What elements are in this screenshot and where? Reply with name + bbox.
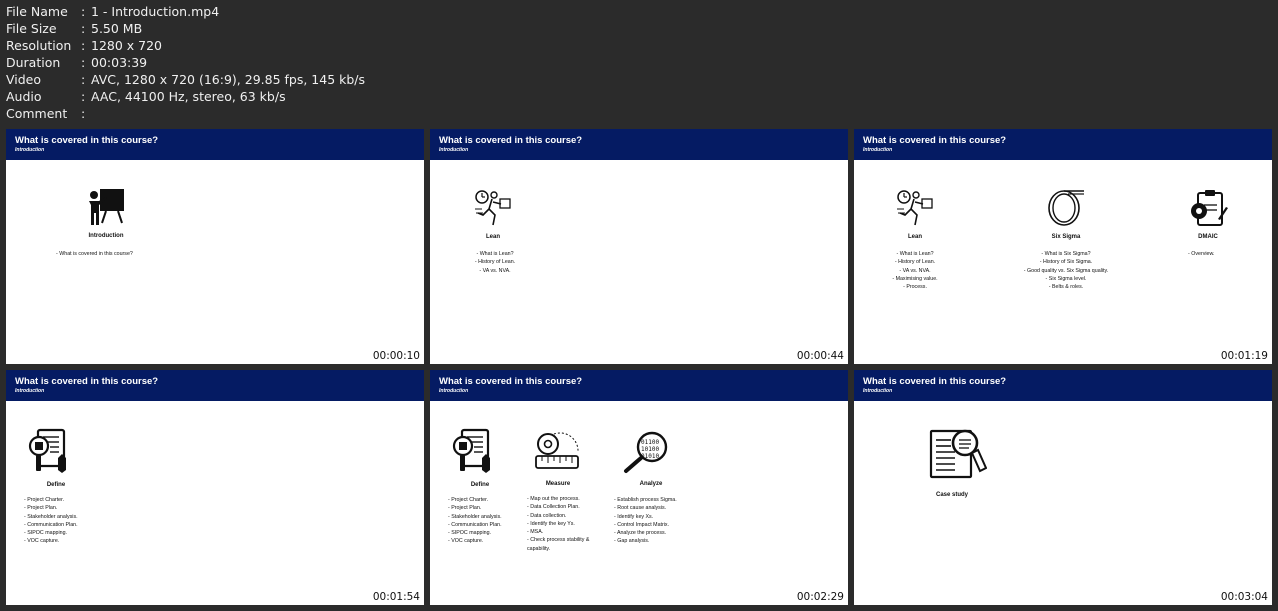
bullet-item: - Map out the process. [527, 495, 603, 503]
slide-subtitle: Introduction [863, 388, 893, 394]
section-label: Introduction [88, 233, 124, 239]
file-info-key: Comment [6, 106, 68, 121]
document-magnifier-icon [26, 428, 68, 474]
running-man-clock-icon [896, 189, 934, 229]
gear-clipboard-icon [1188, 189, 1228, 229]
bullet-item: - Root cause analysis. [614, 504, 690, 512]
slide-subtitle: Introduction [15, 147, 45, 153]
bullet-item: - Communication Plan. [24, 521, 84, 529]
file-info-separator: : [81, 38, 86, 53]
file-info-key: Video [6, 72, 42, 87]
file-info-value: AVC, 1280 x 720 (16:9), 29.85 fps, 145 kb/s [91, 72, 366, 87]
report-magnifier-icon [929, 427, 987, 481]
file-info-row [6, 37, 365, 54]
timestamp: 00:03:04 [1220, 591, 1268, 603]
bullet-item: - Project Charter. [448, 496, 508, 504]
section-bullet-list [1006, 250, 1126, 291]
bullet-item: - Data Collection Plan. [527, 503, 603, 511]
bullet-item: - History of Lean. [875, 258, 955, 266]
bullet-item: - VOC capture. [448, 537, 508, 545]
bullet-item: - VA vs. NVA. [455, 267, 535, 275]
section-bullet-list [448, 496, 508, 546]
file-info-row [6, 54, 365, 71]
file-info-row [6, 88, 365, 105]
tape-measure-icon [534, 430, 582, 472]
bullet-item: - Process. [875, 283, 955, 291]
section-label: DMAIC [1198, 234, 1218, 240]
sigma-icon [1045, 189, 1087, 227]
bullet-item: - Data collection. [527, 512, 603, 520]
bullet-item: - SIPOC mapping. [24, 529, 84, 537]
presenter-icon [86, 187, 126, 227]
section-label: Analyze [639, 481, 663, 487]
file-info-separator: : [81, 4, 86, 19]
timestamp: 00:02:29 [796, 591, 844, 603]
file-info-value: 00:03:39 [91, 55, 148, 70]
slide-title: What is covered in this course? [15, 135, 159, 146]
file-info-separator: : [81, 89, 86, 104]
video-thumbnail[interactable] [854, 129, 1272, 364]
slide-title: What is covered in this course? [15, 376, 159, 387]
video-thumbnail[interactable] [430, 370, 848, 605]
section-label: Define [470, 482, 490, 488]
section-bullet-list [527, 495, 603, 553]
bullet-item: - What is Lean? [455, 250, 535, 258]
video-thumbnail[interactable] [6, 370, 424, 605]
file-info-value: 1280 x 720 [91, 38, 163, 53]
file-info-key: File Size [6, 21, 57, 36]
slide-header [854, 370, 1272, 401]
video-thumbnail[interactable] [6, 129, 424, 364]
section-label: Define [46, 482, 66, 488]
bullet-item: - Project Charter. [24, 496, 84, 504]
bullet-item: - Control Impact Matrix. [614, 521, 690, 529]
slide-header [854, 129, 1272, 160]
bullet-item: - Project Plan. [24, 504, 84, 512]
bullet-item: - Stakeholder analysis. [24, 513, 84, 521]
section-bullet-list [614, 496, 690, 546]
file-info-row [6, 20, 365, 37]
file-info-panel [6, 3, 365, 122]
slide-header [6, 370, 424, 401]
bullet-item: - Belts & roles. [1006, 283, 1126, 291]
bullet-item: - What is covered in this course? [56, 250, 133, 258]
bullet-item: - VOC capture. [24, 537, 84, 545]
file-info-key: File Name [6, 4, 68, 19]
timestamp: 00:00:44 [796, 350, 844, 362]
slide-subtitle: Introduction [439, 388, 469, 394]
section-bullet-list [56, 250, 133, 258]
section-bullet-list [1188, 250, 1215, 258]
section-bullet-list [875, 250, 955, 291]
slide-subtitle: Introduction [439, 147, 469, 153]
file-info-separator: : [81, 21, 86, 36]
slide-subtitle: Introduction [863, 147, 893, 153]
section-bullet-list [24, 496, 84, 546]
file-info-value: 1 - Introduction.mp4 [91, 4, 220, 19]
bullet-item: - Gap analysis. [614, 537, 690, 545]
bullet-item: - Stakeholder analysis. [448, 513, 508, 521]
timestamp: 00:01:54 [372, 591, 420, 603]
bullet-item: - Identify the key Ys. [527, 520, 603, 528]
bullet-item: - History of Six Sigma. [1006, 258, 1126, 266]
slide-title: What is covered in this course? [439, 135, 583, 146]
section-label: Six Sigma [1051, 234, 1081, 240]
document-magnifier-icon [450, 428, 492, 474]
video-thumbnail[interactable] [430, 129, 848, 364]
slide-header [6, 129, 424, 160]
file-info-row [6, 105, 365, 122]
file-info-value: 5.50 MB [91, 21, 143, 36]
file-info-separator: : [81, 55, 86, 70]
section-label: Measure [545, 481, 571, 487]
svg-text:01010: 01010 [641, 453, 660, 460]
binary-magnifier-icon [622, 430, 670, 474]
svg-text:01100: 01100 [641, 439, 660, 446]
video-thumbnail[interactable] [854, 370, 1272, 605]
timestamp: 00:01:19 [1220, 350, 1268, 362]
bullet-item: - Overview. [1188, 250, 1215, 258]
file-info-key: Audio [6, 89, 42, 104]
bullet-item: - Project Plan. [448, 504, 508, 512]
bullet-item: - Establish process Sigma. [614, 496, 690, 504]
bullet-item: - Communication Plan. [448, 521, 508, 529]
section-label: Lean [907, 234, 922, 240]
file-info-key: Resolution [6, 38, 72, 53]
file-info-separator: : [81, 106, 86, 121]
file-info-row [6, 3, 365, 20]
bullet-item: - What is Six Sigma? [1006, 250, 1126, 258]
bullet-item: - Identify key Xs. [614, 513, 690, 521]
section-label: Case study [935, 492, 968, 498]
slide-title: What is covered in this course? [439, 376, 583, 387]
bullet-item: - What is Lean? [875, 250, 955, 258]
running-man-clock-icon [474, 189, 512, 229]
slide-title: What is covered in this course? [863, 135, 1007, 146]
file-info-row [6, 71, 365, 88]
section-bullet-list [455, 250, 535, 275]
slide-header [430, 129, 848, 160]
bullet-item: - SIPOC mapping. [448, 529, 508, 537]
timestamp: 00:00:10 [372, 350, 420, 362]
file-info-separator: : [81, 72, 86, 87]
bullet-item: - MSA. [527, 528, 603, 536]
bullet-item: - VA vs. NVA. [875, 267, 955, 275]
section-label: Lean [485, 234, 500, 240]
file-info-value: AAC, 44100 Hz, stereo, 63 kb/s [91, 89, 286, 104]
slide-subtitle: Introduction [15, 388, 45, 394]
bullet-item: - Check process stability & capability. [527, 536, 603, 553]
slide-header [430, 370, 848, 401]
bullet-item: - Maximising value. [875, 275, 955, 283]
bullet-item: - Good quality vs. Six Sigma quality. [1006, 267, 1126, 275]
bullet-item: - Six Sigma level. [1006, 275, 1126, 283]
slide-title: What is covered in this course? [863, 376, 1007, 387]
bullet-item: - Analyze the process. [614, 529, 690, 537]
file-info-key: Duration [6, 55, 61, 70]
svg-text:10100: 10100 [641, 446, 660, 453]
bullet-item: - History of Lean. [455, 258, 535, 266]
